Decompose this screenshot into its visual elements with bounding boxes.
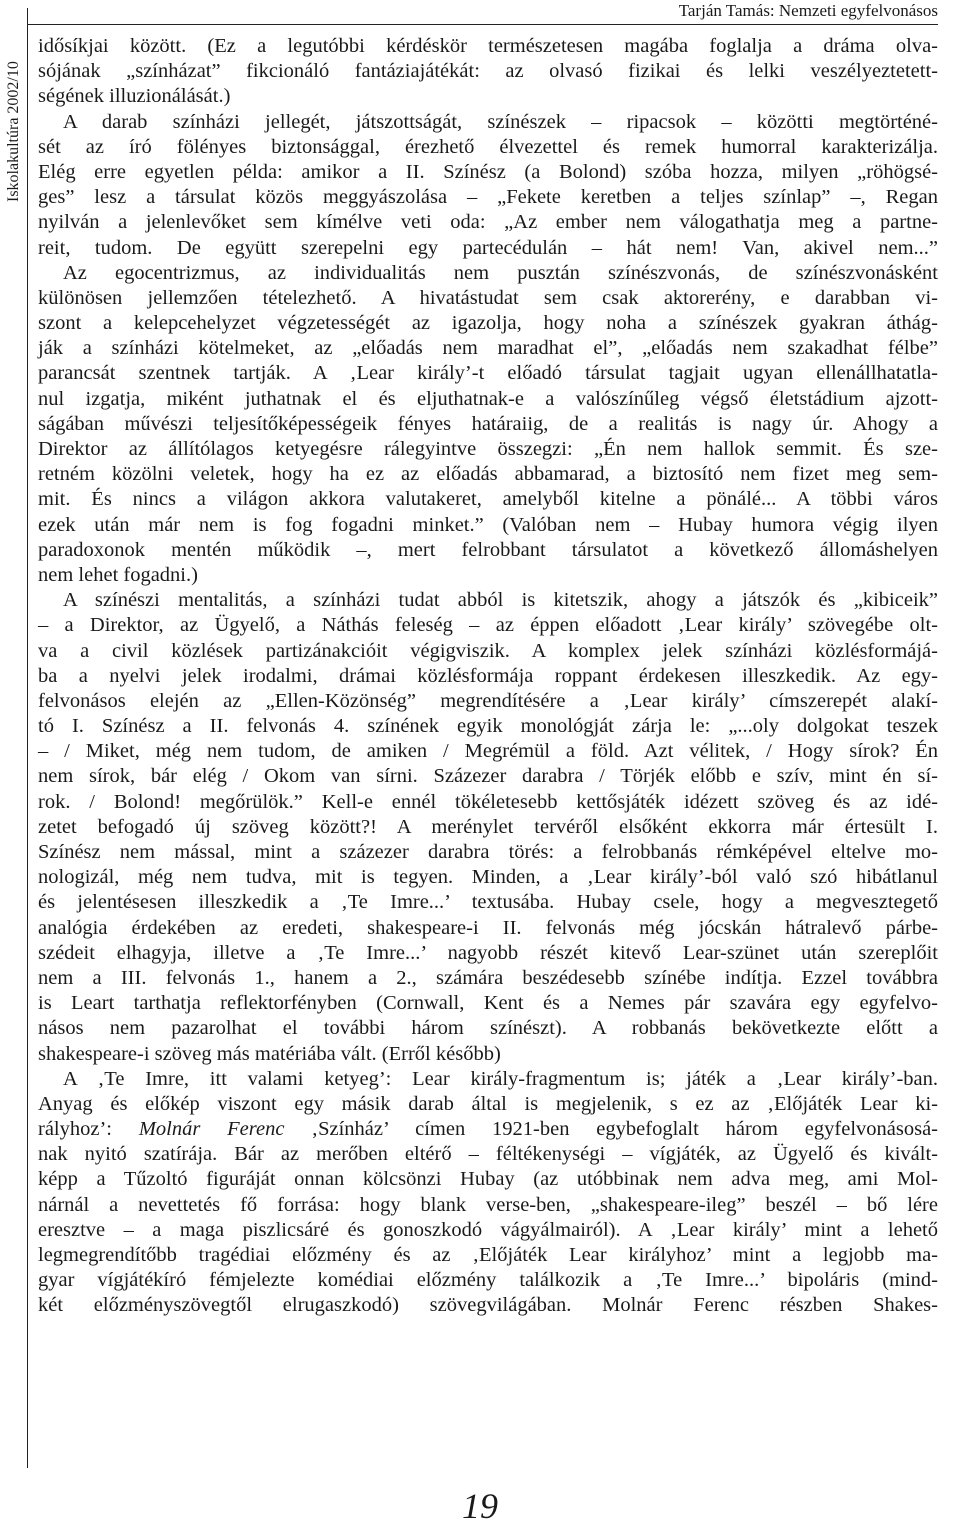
text-line: ba a nyelvi jelek irodalmi, drámai közlésformája roppant érdekesen illeszkedik. Az egy- [38, 664, 938, 687]
text-line: násos nem pazarolhat el további három színészt). A robbanás bekövetkezte előtt a [38, 1017, 938, 1040]
text-line: sét az író fölényes biztonsággal, érezhető élvezettel és remek humorral karakterizálja. [38, 135, 938, 158]
text-line: képp a Tűzoltó figuráját onnan kölcsönzi Hubay (az utóbbinak nem adva meg, ami Mol- [38, 1168, 938, 1191]
text-line: Színész nem mással, mint a százezer darabra törés: a felrobbanás rémképével eltelve mo- [38, 841, 938, 863]
text-line: idősíkjai között. (Ez a legutóbbi kérdéskör természetesen magába foglalja a dráma olva- [38, 35, 938, 57]
text-line: ségének illuzionálását.) [38, 85, 231, 108]
text-line: ges” lesz a társulat közös meggyászolása – „Fekete keretben a teljes színlap” –, Regan [38, 186, 938, 209]
text-line: nak nyitó szatírája. Bár az merőben eltérő – féltékenységi – vígjáték, az Ügyelő és kivált- [38, 1143, 938, 1166]
text-line: szédeit elhagyja, illetve a ‚Te Imre...’ nagyobb részét kitevő Lear-szünet után szereplőit [38, 941, 938, 964]
text-line: va a civil közlések partizánakcióit végigviszik. A komplex jelek színházi közlésformájá- [38, 639, 938, 662]
text-line: reit, tudom. De együtt szerepelni egy partecédulán – hát nem! Van, akivel nem...” [38, 236, 938, 259]
text-line: Az egocentrizmus, az individualitás nem pusztán színészvonás, de színészvonásként [63, 261, 938, 284]
text-line: nul izgatja, miként juthatnak el és eljuthatnak-e a valószínűleg végső életstádium ajzott- [38, 387, 938, 410]
vertical-rule [27, 8, 28, 1468]
text-line: Anyag és előkép viszont egy másik darab által is megjelenik, s ez az ‚Előjáték Lear ki- [38, 1092, 938, 1115]
text-line: gyar vígjátékíró fémjelezte komédiai előzmény találkozik a ‚Te Imre...’ bipoláris (mind- [38, 1269, 938, 1292]
text-line: is Leart tarthatja reflektorfényben (Cornwall, Kent és a Nemes pár szavára egy egyfelvo- [38, 992, 938, 1015]
running-head: Tarján Tamás: Nemzeti egyfelvonásos [678, 1, 938, 20]
text-line: eresztve – a maga piszlicsáré és gonoszkodó vágyálmairól). A ‚Lear király’ mint a lehető [38, 1218, 938, 1241]
text-line: rályhoz’: Molnár Ferenc ‚Színház’ címen 1921-ben egybefoglalt három egyfelvonásosá- [38, 1118, 938, 1141]
text-line: nyilván a jelenlevőket sem kímélve veti oda: „Az ember nem válogathatja meg a partne- [38, 211, 938, 234]
text-line: shakespeare-i szöveg más matériába vált. (Erről később) [38, 1042, 501, 1065]
text-line: Direktor az állítólagos ketyegésre rálegyintve összegzi: „Én nem hallok semmit. És sze- [38, 438, 938, 460]
text-line: nem a III. felvonás 1., hanem a 2., számára beszédesebb színébe indítja. Ezzel továbbra [38, 966, 938, 989]
text-line: – a Direktor, az Ügyelő, a Náthás feleség – az éppen előadott ‚Lear király’ szövegébe olt- [38, 614, 938, 637]
text-line: parancsát szentnek tartják. A ‚Lear király’-t előadó társulat tagjait ugyan ellenállhatatla- [38, 362, 938, 385]
header-rule [27, 24, 938, 25]
text-line: szont a kelepcehelyzet végzetességét az igazolja, hogy noha a színészek gyakran áthág- [38, 312, 938, 335]
text-line: A darab színházi jellegét, játszottságát, színészek – ripacsok – közötti megtörténé- [63, 110, 938, 133]
text-line: nologizál, még nem tudva, mit is tegyen. Minden, a ‚Lear király’-ból való szó hibátlanul [38, 866, 938, 889]
text-line: és jelentésesen illeszkedik a ‚Te Imre...’ textusába. Hubay csele, hogy a megvesztegető [38, 891, 938, 914]
text-line: nem lehet fogadni.) [38, 563, 198, 586]
text-line: különösen jellemzően tételezhető. A hivatástudat sem csak aktorerény, e darabban vi- [38, 286, 938, 309]
text-line: rok. / Bolond! megőrülök.” Kell-e ennél tökéletesebb kettősjáték idézett szöveg és az idé- [38, 790, 938, 813]
text-line: ják a színházi kötelmeket, az „előadás nem maradhat el”, „előadás nem szakadhat félbe” [38, 337, 938, 360]
text-line: retném közölni veletek, hogy ha ez az előadás abbamarad, a biztosító nem fizet meg sem- [38, 463, 938, 486]
page-number: 19 [462, 1486, 498, 1526]
text-line: Elég erre egyetlen példa: amikor a II. Színész (a Bolond) szóba hozza, milyen „röhögsé- [38, 160, 938, 183]
text-line: – / Miket, még nem tudom, de amiken / Megrémül a föld. Azt vélitek, / Hogy sírok? Én [38, 740, 938, 763]
text-line: sójának „színházat” fikcionáló fantáziajátékát: az olvasó fizikai és lelki veszélyeztetett- [38, 60, 938, 83]
text-line: nem sírok, bár elég / Okom van sírni. Százezer darabra / Törjék előbb e szív, mint én sí- [38, 765, 938, 788]
journal-side-label: Iskolakultúra 2002/10 [5, 61, 22, 202]
text-line: analógia érdekében az eredeti, shakespeare-i II. felvonás még jócskán hátralevő párbe- [38, 916, 938, 939]
text-line: paradoxonok mentén működik –, mert felrobbant társulatot a következő állomáshelyen [38, 538, 938, 561]
text-line: A ‚Te Imre, itt valami ketyeg’: Lear király-fragmentum is; játék a ‚Lear király’-ban. [63, 1067, 938, 1090]
text-line: A színészi mentalitás, a színházi tudat abból is kitetszik, ahogy a játszók és „kibiceik” [63, 589, 938, 612]
text-line: mit. És nincs a világon akkora valutakeret, amelyből kitelne a pönálé... A többi város [38, 488, 938, 511]
text-line: nárnál a nevettetés fő forrása: hogy blank verse-ben, „shakespeare-ileg” beszél – bő lére [38, 1193, 938, 1216]
text-line: zetet befogadó új szöveg között?! A merénylet tervéről elsőként ekkorra már értesült I. [38, 815, 938, 838]
text-line: tó I. Színész a II. felvonás 4. színének egyik monológját zárja le: „...oly dolgokat teszek [38, 715, 938, 738]
text-line: legmegrendítőbb tragédiai előzmény és az ‚Előjáték Lear királyhoz’ mint a legjobb ma- [38, 1244, 938, 1266]
text-line: két előzményszövegtől elrugaszkodó) szövegvilágában. Molnár Ferenc részben Shakes- [38, 1294, 938, 1317]
article-body [38, 34, 938, 1319]
text-line: ságában művészi teljesítőképességeik fényes határaiig, de a realitás is nagy úr. Ahogy a [38, 412, 938, 435]
text-line: ezek után már nem is fog fogadni minket.” (Valóban nem – Hubay humora végig ilyen [38, 513, 938, 536]
text-line: felvonásos elején az „Ellen-Közönség” megrendítésére a ‚Lear király’ címszerepét alakí- [38, 689, 938, 712]
author-name: Molnár Ferenc [138, 1118, 285, 1141]
